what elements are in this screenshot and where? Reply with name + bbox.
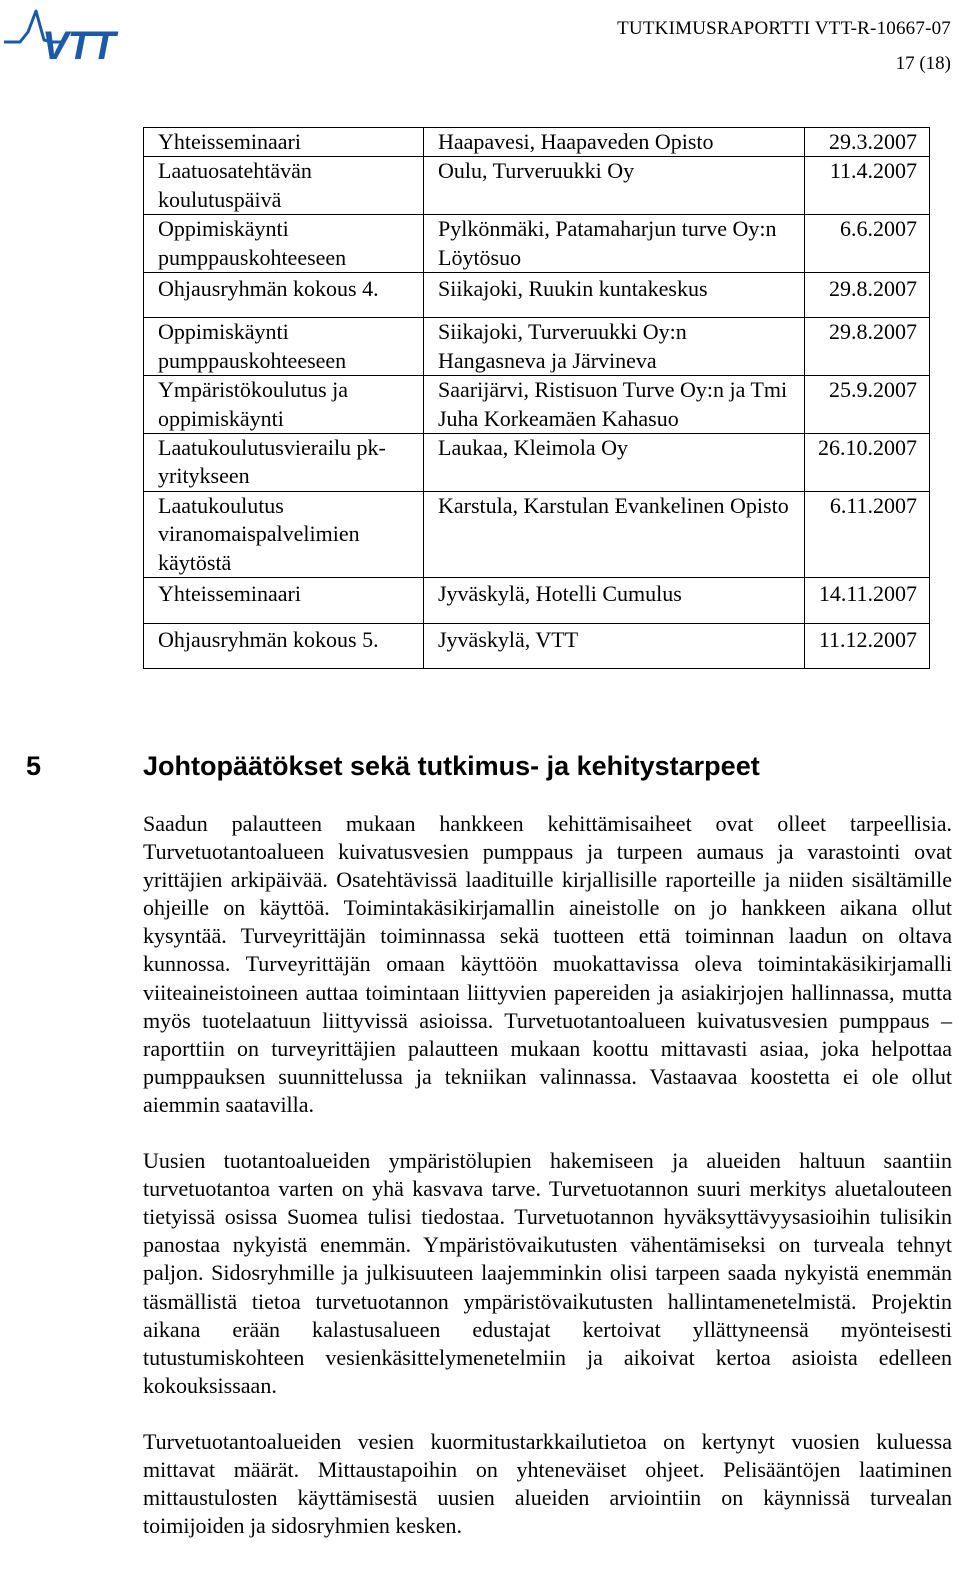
- place-cell: Siikajoki, Turveruukki Oy:n Hangasneva ja Järvineva: [424, 318, 805, 376]
- table-row: [144, 623, 930, 668]
- place-cell: Pylkönmäki, Patamaharjun turve Oy:n Löytösuo: [424, 215, 805, 273]
- event-cell: Ympäristökoulutus ja oppimiskäynti: [144, 376, 424, 434]
- date-cell: 14.11.2007: [805, 578, 930, 623]
- date-cell: 11.4.2007: [805, 157, 930, 215]
- event-cell: Laatukoulutus viranomaispalvelimien käytöstä: [144, 491, 424, 577]
- event-cell: Ohjausryhmän kokous 5.: [144, 623, 424, 668]
- page-number: 17 (18): [895, 53, 951, 74]
- place-cell: Haapavesi, Haapaveden Opisto: [424, 128, 805, 157]
- date-cell: 11.12.2007: [805, 623, 930, 668]
- table-row: [144, 318, 930, 376]
- date-cell: 6.6.2007: [805, 215, 930, 273]
- date-cell: 29.8.2007: [805, 273, 930, 318]
- table-row: [144, 376, 930, 434]
- report-id: TUTKIMUSRAPORTTI VTT-R-10667-07: [617, 18, 951, 39]
- place-cell: Karstula, Karstulan Evankelinen Opisto: [424, 491, 805, 577]
- table-row: [144, 273, 930, 318]
- date-cell: 6.11.2007: [805, 491, 930, 577]
- paragraph: Saadun palautteen mukaan hankkeen kehittämisaiheet ovat olleet tarpeellisia. Turvetuotantoalueen kuivatusvesien pumppaus ja turpeen aumaus ja varastointi ovat yrittäjien arkipäivää. Osatehtävissä laadituille kirjallisille raporteille ja niiden sisältämille ohjeille on käyttöä. Toimintakäsikirjamallin aineistolle on jo hankkeen aikana ollut kysyntää. Turveyrittäjän toiminnassa sekä tuotteen että toiminnan laadun on oltava kunnossa. Turveyrittäjän omaan käyttöön muokattavissa oleva toimintakäsikirjamalli viiteaineistoineen auttaa toimintaan liittyvien papereiden ja asiakirjojen hallinnassa, mutta myös tuotelaatuun liittyvissä asioissa. Turvetuotantoalueen kuivatusvesien pumppaus –raporttiin on turveyrittäjien palautteen mukaan koottu mittavasti asiaa, joka helpottaa pumppauksen suunnittelussa ja tekniikan valinnassa. Vastaavaa koostetta ei ole ollut aiemmin saatavilla.: [143, 811, 952, 1117]
- paragraph: Uusien tuotantoalueiden ympäristölupien hakemiseen ja alueiden haltuun saantiin turvetuotantoa varten on yhä kasvava tarve. Turvetuotannon suuri merkitys aluetalouteen tietyissä osissa Suomea tulisi tiedostaa. Turvetuotannon hyväksyttävyysasioihin tulisikin panostaa nykyistä enemmän. Ympäristövaikutusten vähentämiseksi on turveala tehnyt paljon. Sidosryhmille ja julkisuuteen laajemminkin olisi tarpeen saada nykyistä enemmän täsmällistä tietoa turvetuotannon ympäristövaikutusten hallintamenetelmistä. Projektin aikana erään kalastusalueen edustajat kertoivat yllättyneensä myönteisesti tutustumiskohteen vesienkäsittelymenetelmiin ja aikoivat kertoa asioista edelleen kokouksissaan.: [143, 1148, 952, 1398]
- event-cell: Laatukoulutusvierailu pk-yritykseen: [144, 434, 424, 492]
- event-cell: Oppimiskäynti pumppauskohteeseen: [144, 318, 424, 376]
- place-cell: Oulu, Turveruukki Oy: [424, 157, 805, 215]
- place-cell: Laukaa, Kleimola Oy: [424, 434, 805, 492]
- place-cell: Saarijärvi, Ristisuon Turve Oy:n ja Tmi Juha Korkeamäen Kahasuo: [424, 376, 805, 434]
- place-cell: Jyväskylä, VTT: [424, 623, 805, 668]
- event-cell: Ohjausryhmän kokous 4.: [144, 273, 424, 318]
- date-cell: 29.3.2007: [805, 128, 930, 157]
- date-cell: 26.10.2007: [805, 434, 930, 492]
- section-title: Johtopäätökset sekä tutkimus- ja kehitystarpeet: [143, 751, 760, 781]
- date-cell: 25.9.2007: [805, 376, 930, 434]
- date-cell: 29.8.2007: [805, 318, 930, 376]
- event-cell: Yhteisseminaari: [144, 578, 424, 623]
- events-table: [143, 127, 930, 669]
- table-row: [144, 578, 930, 623]
- event-cell: Yhteisseminaari: [144, 128, 424, 157]
- logo-text: VTT: [42, 24, 115, 64]
- place-cell: Jyväskylä, Hotelli Cumulus: [424, 578, 805, 623]
- event-cell: Oppimiskäynti pumppauskohteeseen: [144, 215, 424, 273]
- table-row: [144, 215, 930, 273]
- place-cell: Siikajoki, Ruukin kuntakeskus: [424, 273, 805, 318]
- table-row: [144, 491, 930, 577]
- section-number: 5: [26, 751, 42, 781]
- table-row: [144, 128, 930, 157]
- table-row: [144, 434, 930, 492]
- paragraph: Turvetuotantoalueiden vesien kuormitustarkkailutietoa on kertynyt vuosien kuluessa mittavat määrät. Mittaustapoihin on yhteneväiset ohjeet. Pelisääntöjen laatiminen mittaustulosten käyttämisestä uusien alueiden arviointiin on käynnissä turvealan toimijoiden ja sidosryhmien kesken.: [143, 1428, 952, 1539]
- event-cell: Laatuosatehtävän koulutuspäivä: [144, 157, 424, 215]
- table-row: [144, 157, 930, 215]
- section-body: [143, 810, 952, 1568]
- vtt-logo: [4, 6, 159, 64]
